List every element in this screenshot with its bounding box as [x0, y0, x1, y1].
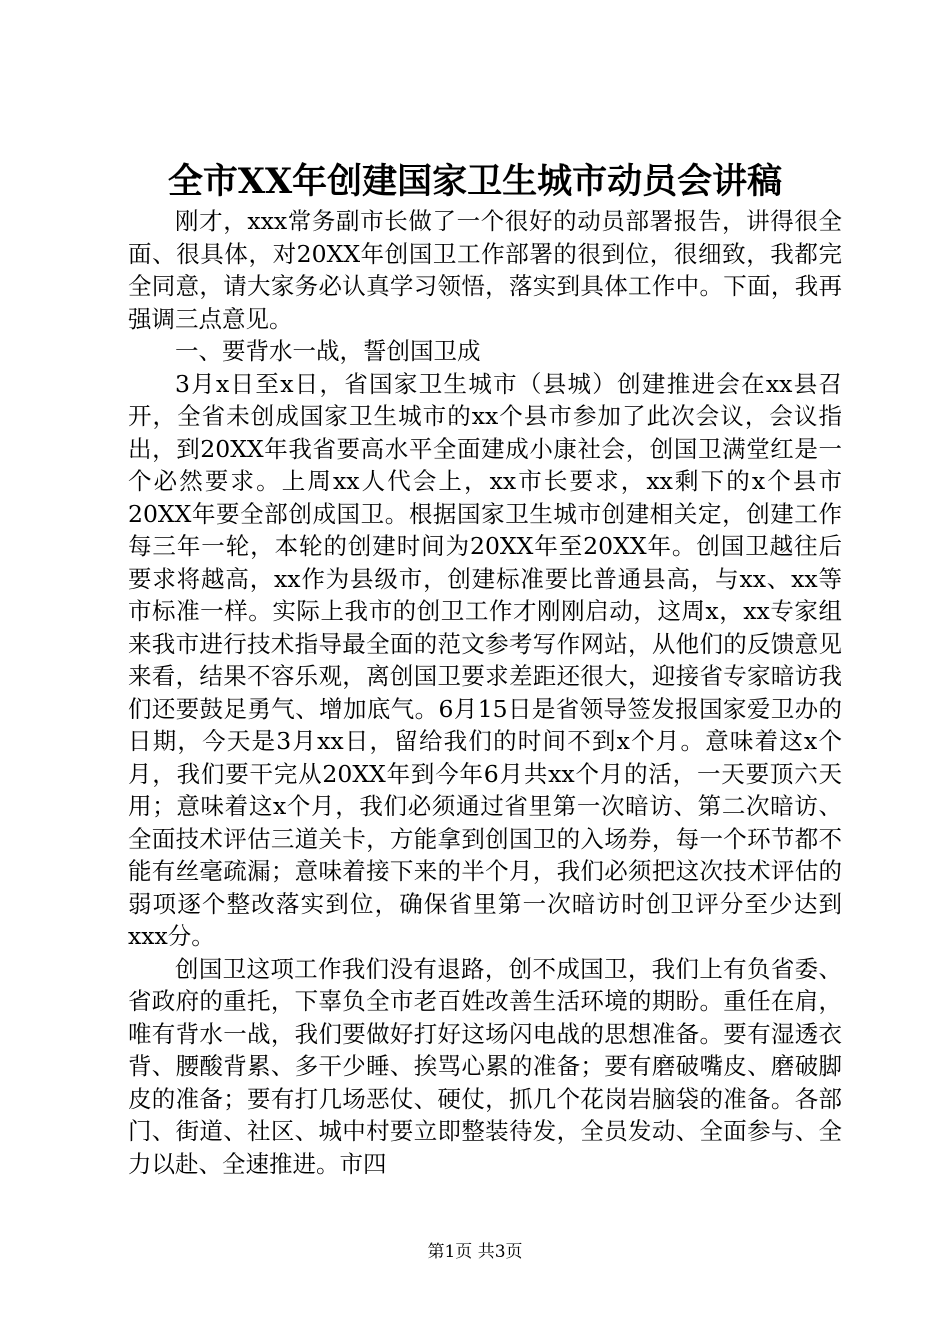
page-footer: 第1页 共3页: [427, 1242, 523, 1262]
paragraph-background: 3月x日至x日，省国家卫生城市（县城）创建推进会在xx县召开，全省未创成国家卫生城市的xx个县市参加了此次会议，会议指出，到20XX年我省要高水平全面建成小康社会，创国卫满堂红是一个必然要求。上周xx人代会上，xx市长要求，xx剩下的x个县市20XX年要全部创成国卫。根据国家卫生城市创建相关定，创建工作每三年一轮，本轮的创建时间为20XX年至20XX年。创国卫越往后要求将越高，xx作为县级市，创建标准要比普通县高，与xx、xx等市标准一样。实际上我市的创卫工作才刚刚启动，这周x，xx专家组来我市进行技术指导最全面的范文参考写作网站，从他们的反馈意见来看，结果不容乐观，离创国卫要求差距还很大，迎接省专家暗访我们还要鼓足勇气、增加底气。6月15日是省领导签发报国家爱卫办的日期，今天是3月xx日，留给我们的时间不到x个月。意味着这x个月，我们要干完从20XX年到今年6月共xx个月的活，一天要顶六天用；意味着这x个月，我们必须通过省里第一次暗访、第二次暗访、全面技术评估三道关卡，方能拿到创国卫的入场券，每一个环节都不能有丝毫疏漏；意味着接下来的半个月，我们必须把这次技术评估的弱项逐个整改落实到位，确保省里第一次暗访时创卫评分至少达到xxx分。: [128, 369, 842, 950]
paragraph-no-retreat: 创国卫这项工作我们没有退路，创不成国卫，我们上有负省委、省政府的重托，下辜负全市老百姓改善生活环境的期盼。重任在肩，唯有背水一战，我们要做好打好这场闪电战的思想准备。要有湿透衣背、腰酸背累、多干少睡、挨骂心累的准备；要有磨破嘴皮、磨破脚皮的准备；要有打几场恶仗、硬仗，抓几个花岗岩脑袋的准备。各部门、街道、社区、城中村要立即整装待发，全员发动、全面参与、全力以赴、全速推进。市四: [128, 954, 842, 1178]
document-body: [128, 205, 842, 1180]
paragraph-intro: 刚才，xxx常务副市长做了一个很好的动员部署报告，讲得很全面、很具体，对20XX年创国卫工作部署的很到位，很细致，我都完全同意，请大家务必认真学习领悟，落实到具体工作中。下面，我再强调三点意见。: [128, 207, 842, 333]
section-heading-1: 一、要背水一战，誓创国卫成: [175, 337, 481, 365]
document-title: 全市XX年创建国家卫生城市动员会讲稿: [167, 161, 783, 202]
